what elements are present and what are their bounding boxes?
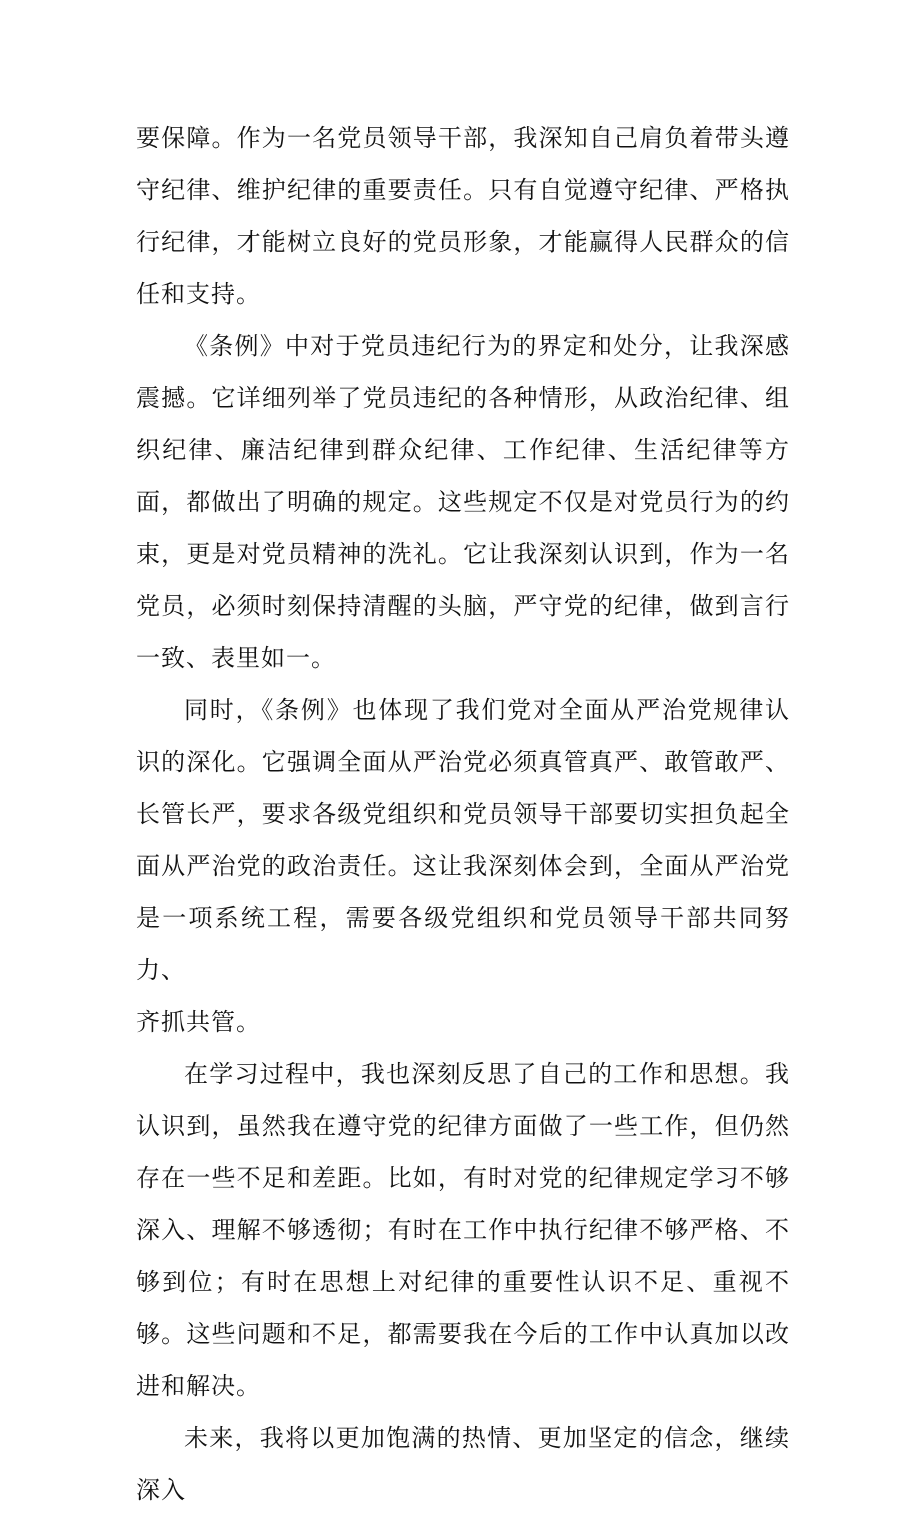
paragraph-4: 在学习过程中，我也深刻反思了自己的工作和思想。我认识到，虽然我在遵守党的纪律方面做了一些工作，但仍然存在一些不足和差距。比如，有时对党的纪律规定学习不够深入、理解不够透彻；有时在工作中执行纪律不够严格、不够到位；有时在思想上对纪律的重要性认识不足、重视不够。这些问题和不足，都需要我在今后的工作中认真加以改进和解决。: [136, 1060, 790, 1400]
paragraph-1: 要保障。作为一名党员领导干部，我深知自己肩负着带头遵守纪律、维护纪律的重要责任。只有自觉遵守纪律、严格执行纪律，才能树立良好的党员形象，才能赢得人民群众的信任和支持。: [136, 124, 790, 308]
paragraph-5: 未来，我将以更加饱满的热情、更加坚定的信念，继续深入: [136, 1424, 790, 1504]
document-body: [136, 112, 790, 1516]
paragraph-2: 《条例》中对于党员违纪行为的界定和处分，让我深感震撼。它详细列举了党员违纪的各种情形，从政治纪律、组织纪律、廉洁纪律到群众纪律、工作纪律、生活纪律等方面，都做出了明确的规定。这些规定不仅是对党员行为的约束，更是对党员精神的洗礼。它让我深刻认识到，作为一名党员，必须时刻保持清醒的头脑，严守党的纪律，做到言行一致、表里如一。: [136, 332, 790, 672]
paragraph-3-line-1: 同时，《条例》也体现了我们党对全面从严治党规律认识的深化。它强调全面从严治党必须真管真严、敢管敢严、长管长严，要求各级党组织和党员领导干部要切实担负起全面从严治党的政治责任。这让我深刻体会到，全面从严治党是一项系统工程，需要各级党组织和党员领导干部共同努力、: [136, 696, 790, 984]
paragraph-3: [136, 684, 790, 1048]
paragraph-3-line-2: 齐抓共管。: [136, 1008, 261, 1036]
